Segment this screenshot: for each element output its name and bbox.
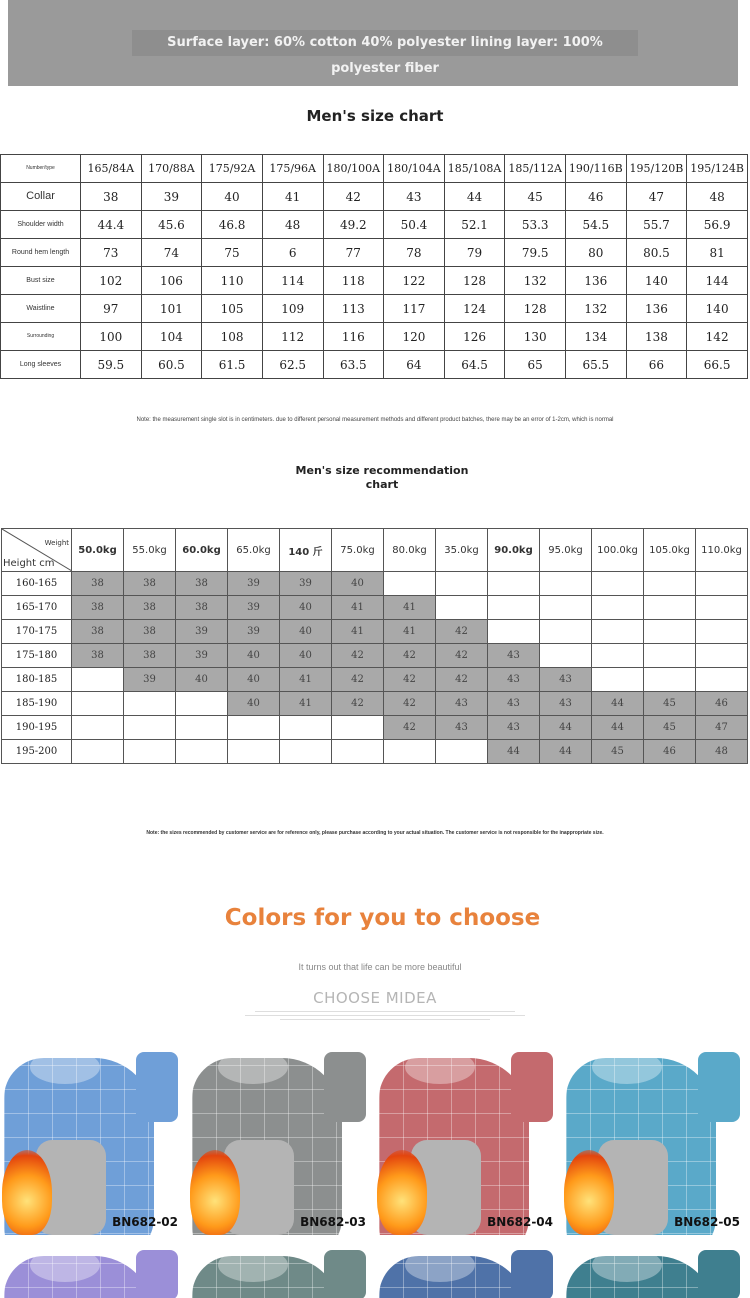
measurement-cell: 44.4 [81,211,142,239]
measurement-cell: 61.5 [202,351,263,379]
flame-icon [190,1150,240,1235]
recommendation-row [2,596,748,620]
empty-cell [696,596,748,620]
measurement-cell: 52.1 [444,211,505,239]
measurement-cell: 77 [323,239,384,267]
recommended-size-cell: 42 [332,644,384,668]
measurement-cell: 118 [323,267,384,295]
collar-shape [218,1050,288,1084]
recommended-size-cell: 41 [332,596,384,620]
recommended-size-cell: 38 [176,572,228,596]
recommended-size-cell: 40 [176,668,228,692]
empty-cell [228,716,280,740]
recommended-size-cell: 42 [436,644,488,668]
size-header-cell: 175/96A [262,155,323,183]
shirt-thumbnail [136,1052,178,1122]
colors-subtitle: It turns out that life can be more beautiful [298,962,462,972]
recommended-size-cell: 43 [488,644,540,668]
recommended-size-cell: 43 [436,692,488,716]
measurement-cell: 126 [444,323,505,351]
weight-header-cell: 55.0kg [124,529,176,572]
collar-shape [405,1248,475,1282]
size-chart-row [1,183,748,211]
recommended-size-cell: 39 [176,644,228,668]
empty-cell [540,596,592,620]
recommended-size-cell: 45 [644,692,696,716]
measurement-cell: 47 [626,183,687,211]
shirt-tile [188,1040,374,1235]
measurement-cell: 81 [687,239,748,267]
height-range-cell: 175-180 [2,644,72,668]
shirt-thumbnail [698,1250,740,1298]
size-chart-row [1,211,748,239]
collar-shape [218,1248,288,1282]
weight-header-cell: 90.0kg [488,529,540,572]
recommendation-note: Note: the sizes recommended by customer service are for reference only, please purchase according to your actual situation. The customer service is not responsible for the inappropriate size. [146,830,604,836]
recommendation-row [2,668,748,692]
measurement-cell: 105 [202,295,263,323]
row-label-cell: Surrounding [1,323,81,351]
weight-header-cell: 95.0kg [540,529,592,572]
empty-cell [176,716,228,740]
recommendation-header-row [2,529,748,572]
empty-cell [176,692,228,716]
empty-cell [592,668,644,692]
recommended-size-cell: 38 [176,596,228,620]
measurement-cell: 43 [384,183,445,211]
measurement-cell: 74 [141,239,202,267]
height-range-cell: 180-185 [2,668,72,692]
size-header-cell: 190/116B [566,155,627,183]
empty-cell [488,572,540,596]
recommended-size-cell: 42 [384,668,436,692]
recommendation-row [2,644,748,668]
measurement-cell: 6 [262,239,323,267]
measurement-cell: 80 [566,239,627,267]
measurement-cell: 38 [81,183,142,211]
recommendation-row [2,716,748,740]
measurement-cell: 132 [566,295,627,323]
recommended-size-cell: 41 [280,668,332,692]
size-header-cell: 165/84A [81,155,142,183]
size-header-cell: 170/88A [141,155,202,183]
shirt-thumbnail [511,1250,553,1298]
measurement-cell: 44 [444,183,505,211]
size-chart-note: Note: the measurement single slot is in centimeters. due to different personal measurement methods and different product batches, there may be an error of 1-2cm, which is normal [136,417,614,423]
recommended-size-cell: 44 [540,716,592,740]
empty-cell [72,692,124,716]
measurement-cell: 106 [141,267,202,295]
flame-icon [2,1150,52,1235]
measurement-cell: 104 [141,323,202,351]
row-label-cell: Bust size [1,267,81,295]
measurement-cell: 124 [444,295,505,323]
empty-cell [592,596,644,620]
measurement-cell: 40 [202,183,263,211]
size-header-cell: 180/104A [384,155,445,183]
recommended-size-cell: 39 [228,620,280,644]
measurement-cell: 102 [81,267,142,295]
measurement-cell: 109 [262,295,323,323]
size-header-cell: 195/120B [626,155,687,183]
measurement-cell: 48 [687,183,748,211]
recommended-size-cell: 44 [540,740,592,764]
weight-header-cell: 35.0kg [436,529,488,572]
decorative-fine-lines [245,1008,525,1022]
measurement-cell: 46 [566,183,627,211]
measurement-cell: 49.2 [323,211,384,239]
measurement-cell: 80.5 [626,239,687,267]
measurement-cell: 39 [141,183,202,211]
empty-cell [488,596,540,620]
empty-cell [644,668,696,692]
recommended-size-cell: 38 [72,572,124,596]
measurement-cell: 132 [505,267,566,295]
measurement-cell: 66.5 [687,351,748,379]
product-code: BN682-04 [487,1215,553,1229]
row-label-cell: Shoulder width [1,211,81,239]
measurement-cell: 142 [687,323,748,351]
recommended-size-cell: 47 [696,716,748,740]
empty-cell [176,740,228,764]
shirt-thumbnail [324,1052,366,1122]
measurement-cell: 46.8 [202,211,263,239]
product-code: BN682-05 [674,1215,740,1229]
shirt-thumbnail [511,1052,553,1122]
size-header-cell: 185/108A [444,155,505,183]
empty-cell [124,716,176,740]
measurement-cell: 55.7 [626,211,687,239]
shirt-tile [375,1238,561,1298]
measurement-cell: 136 [566,267,627,295]
measurement-cell: 59.5 [81,351,142,379]
recommended-size-cell: 42 [436,620,488,644]
recommended-size-cell: 38 [72,620,124,644]
row-label-cell: Collar [1,183,81,211]
shirt-thumbnail [324,1250,366,1298]
empty-cell [72,668,124,692]
recommended-size-cell: 38 [72,596,124,620]
recommended-size-cell: 39 [228,596,280,620]
size-chart-title: Men's size chart [306,107,444,125]
measurement-cell: 63.5 [323,351,384,379]
weight-header-cell: 110.0kg [696,529,748,572]
empty-cell [332,716,384,740]
recommended-size-cell: 43 [436,716,488,740]
empty-cell [72,716,124,740]
recommended-size-cell: 39 [280,572,332,596]
collar-shape [592,1248,662,1282]
empty-cell [488,620,540,644]
measurement-cell: 41 [262,183,323,211]
flame-icon [377,1150,427,1235]
recommended-size-cell: 46 [696,692,748,716]
empty-cell [436,572,488,596]
recommended-size-cell: 40 [228,668,280,692]
shirt-thumbnail [136,1250,178,1298]
recommended-size-cell: 38 [72,644,124,668]
recommendation-row [2,692,748,716]
recommended-size-cell: 39 [124,668,176,692]
measurement-cell: 128 [444,267,505,295]
measurement-cell: 108 [202,323,263,351]
shirt-tile [562,1238,748,1298]
recommended-size-cell: 45 [644,716,696,740]
recommended-size-cell: 38 [124,572,176,596]
measurement-cell: 116 [323,323,384,351]
measurement-cell: 45.6 [141,211,202,239]
measurement-cell: 75 [202,239,263,267]
recommended-size-cell: 44 [592,716,644,740]
measurement-cell: 114 [262,267,323,295]
recommended-size-cell: 43 [540,692,592,716]
empty-cell [592,572,644,596]
recommended-size-cell: 48 [696,740,748,764]
colors-title: Colors for you to choose [224,905,541,931]
measurement-cell: 97 [81,295,142,323]
recommended-size-cell: 40 [280,596,332,620]
measurement-cell: 134 [566,323,627,351]
recommended-size-cell: 41 [384,596,436,620]
measurement-cell: 120 [384,323,445,351]
empty-cell [124,740,176,764]
weight-header-cell: 50.0kg [72,529,124,572]
collar-shape [30,1248,100,1282]
collar-shape [592,1050,662,1084]
header-label-cell: Number/type [1,155,81,183]
flame-icon [564,1150,614,1235]
empty-cell [384,740,436,764]
size-chart-row [1,351,748,379]
recommendation-title: Men's size recommendation chart [295,464,469,491]
recommended-size-cell: 40 [332,572,384,596]
product-code: BN682-03 [300,1215,366,1229]
recommendation-row [2,572,748,596]
empty-cell [280,740,332,764]
empty-cell [696,620,748,644]
empty-cell [384,572,436,596]
size-header-cell: 195/124B [687,155,748,183]
measurement-cell: 66 [626,351,687,379]
weight-header-cell: 100.0kg [592,529,644,572]
recommended-size-cell: 40 [280,644,332,668]
height-range-cell: 165-170 [2,596,72,620]
row-label-cell: Round hem length [1,239,81,267]
weight-label: Weight [44,539,69,547]
measurement-cell: 64 [384,351,445,379]
measurement-cell: 117 [384,295,445,323]
size-header-cell: 180/100A [323,155,384,183]
measurement-cell: 42 [323,183,384,211]
shirt-tile [375,1040,561,1235]
empty-cell [280,716,332,740]
fabric-banner [8,0,738,86]
empty-cell [592,644,644,668]
measurement-cell: 101 [141,295,202,323]
recommended-size-cell: 40 [228,644,280,668]
collar-shape [30,1050,100,1084]
shirt-tile [0,1238,186,1298]
measurement-cell: 79 [444,239,505,267]
measurement-cell: 73 [81,239,142,267]
measurement-cell: 128 [505,295,566,323]
empty-cell [696,668,748,692]
recommended-size-cell: 39 [228,572,280,596]
height-range-cell: 195-200 [2,740,72,764]
color-gallery [0,1040,750,1293]
recommendation-row [2,740,748,764]
measurement-cell: 53.3 [505,211,566,239]
recommended-size-cell: 40 [228,692,280,716]
height-range-cell: 185-190 [2,692,72,716]
recommended-size-cell: 42 [384,692,436,716]
recommended-size-cell: 38 [124,596,176,620]
fabric-composition-text: Surface layer: 60% cotton 40% polyester lining layer: 100% polyester fiber [132,30,638,56]
corner-cell [2,529,72,572]
size-header-cell: 185/112A [505,155,566,183]
recommended-size-cell: 42 [384,716,436,740]
recommended-size-cell: 45 [592,740,644,764]
recommended-size-cell: 41 [332,620,384,644]
row-label-cell: Waistline [1,295,81,323]
empty-cell [644,644,696,668]
empty-cell [436,740,488,764]
recommendation-row [2,620,748,644]
measurement-cell: 122 [384,267,445,295]
shirt-tile [562,1040,748,1235]
measurement-cell: 136 [626,295,687,323]
shirt-thumbnail [698,1052,740,1122]
weight-header-cell: 65.0kg [228,529,280,572]
recommended-size-cell: 41 [280,692,332,716]
measurement-cell: 64.5 [444,351,505,379]
measurement-cell: 110 [202,267,263,295]
size-chart-row [1,239,748,267]
shirt-tile [188,1238,374,1298]
weight-header-cell: 140 斤 [280,529,332,572]
measurement-cell: 112 [262,323,323,351]
empty-cell [592,620,644,644]
height-label: Height cm [3,558,55,569]
measurement-cell: 100 [81,323,142,351]
empty-cell [696,644,748,668]
height-range-cell: 170-175 [2,620,72,644]
size-chart-header-row [1,155,748,183]
measurement-cell: 79.5 [505,239,566,267]
measurement-cell: 130 [505,323,566,351]
height-range-cell: 190-195 [2,716,72,740]
recommended-size-cell: 43 [540,668,592,692]
empty-cell [436,596,488,620]
weight-header-cell: 75.0kg [332,529,384,572]
recommended-size-cell: 40 [280,620,332,644]
weight-header-cell: 80.0kg [384,529,436,572]
size-chart-table [0,154,748,379]
measurement-cell: 50.4 [384,211,445,239]
corner-diagonal [2,529,71,571]
size-chart-row [1,323,748,351]
height-range-cell: 160-165 [2,572,72,596]
collar-shape [405,1050,475,1084]
recommended-size-cell: 46 [644,740,696,764]
recommended-size-cell: 43 [488,692,540,716]
weight-header-cell: 105.0kg [644,529,696,572]
measurement-cell: 138 [626,323,687,351]
recommended-size-cell: 43 [488,668,540,692]
recommended-size-cell: 41 [384,620,436,644]
empty-cell [540,620,592,644]
measurement-cell: 78 [384,239,445,267]
recommended-size-cell: 42 [436,668,488,692]
measurement-cell: 140 [626,267,687,295]
recommended-size-cell: 39 [176,620,228,644]
empty-cell [540,572,592,596]
measurement-cell: 65.5 [566,351,627,379]
measurement-cell: 45 [505,183,566,211]
measurement-cell: 140 [687,295,748,323]
measurement-cell: 60.5 [141,351,202,379]
measurement-cell: 65 [505,351,566,379]
empty-cell [644,572,696,596]
size-chart-row [1,295,748,323]
recommended-size-cell: 42 [332,692,384,716]
size-header-cell: 175/92A [202,155,263,183]
empty-cell [696,572,748,596]
recommended-size-cell: 38 [124,644,176,668]
recommended-size-cell: 38 [124,620,176,644]
recommended-size-cell: 42 [384,644,436,668]
recommendation-table [1,528,748,764]
empty-cell [72,740,124,764]
recommended-size-cell: 44 [488,740,540,764]
product-code: BN682-02 [112,1215,178,1229]
measurement-cell: 113 [323,295,384,323]
row-label-cell: Long sleeves [1,351,81,379]
empty-cell [332,740,384,764]
recommended-size-cell: 44 [592,692,644,716]
brand-line: CHOOSE MIDEA [313,989,437,1007]
measurement-cell: 54.5 [566,211,627,239]
empty-cell [228,740,280,764]
measurement-cell: 62.5 [262,351,323,379]
recommended-size-cell: 42 [332,668,384,692]
shirt-tile [0,1040,186,1235]
empty-cell [540,644,592,668]
weight-header-cell: 60.0kg [176,529,228,572]
empty-cell [644,596,696,620]
empty-cell [124,692,176,716]
size-chart-row [1,267,748,295]
measurement-cell: 144 [687,267,748,295]
measurement-cell: 48 [262,211,323,239]
measurement-cell: 56.9 [687,211,748,239]
recommended-size-cell: 43 [488,716,540,740]
empty-cell [644,620,696,644]
